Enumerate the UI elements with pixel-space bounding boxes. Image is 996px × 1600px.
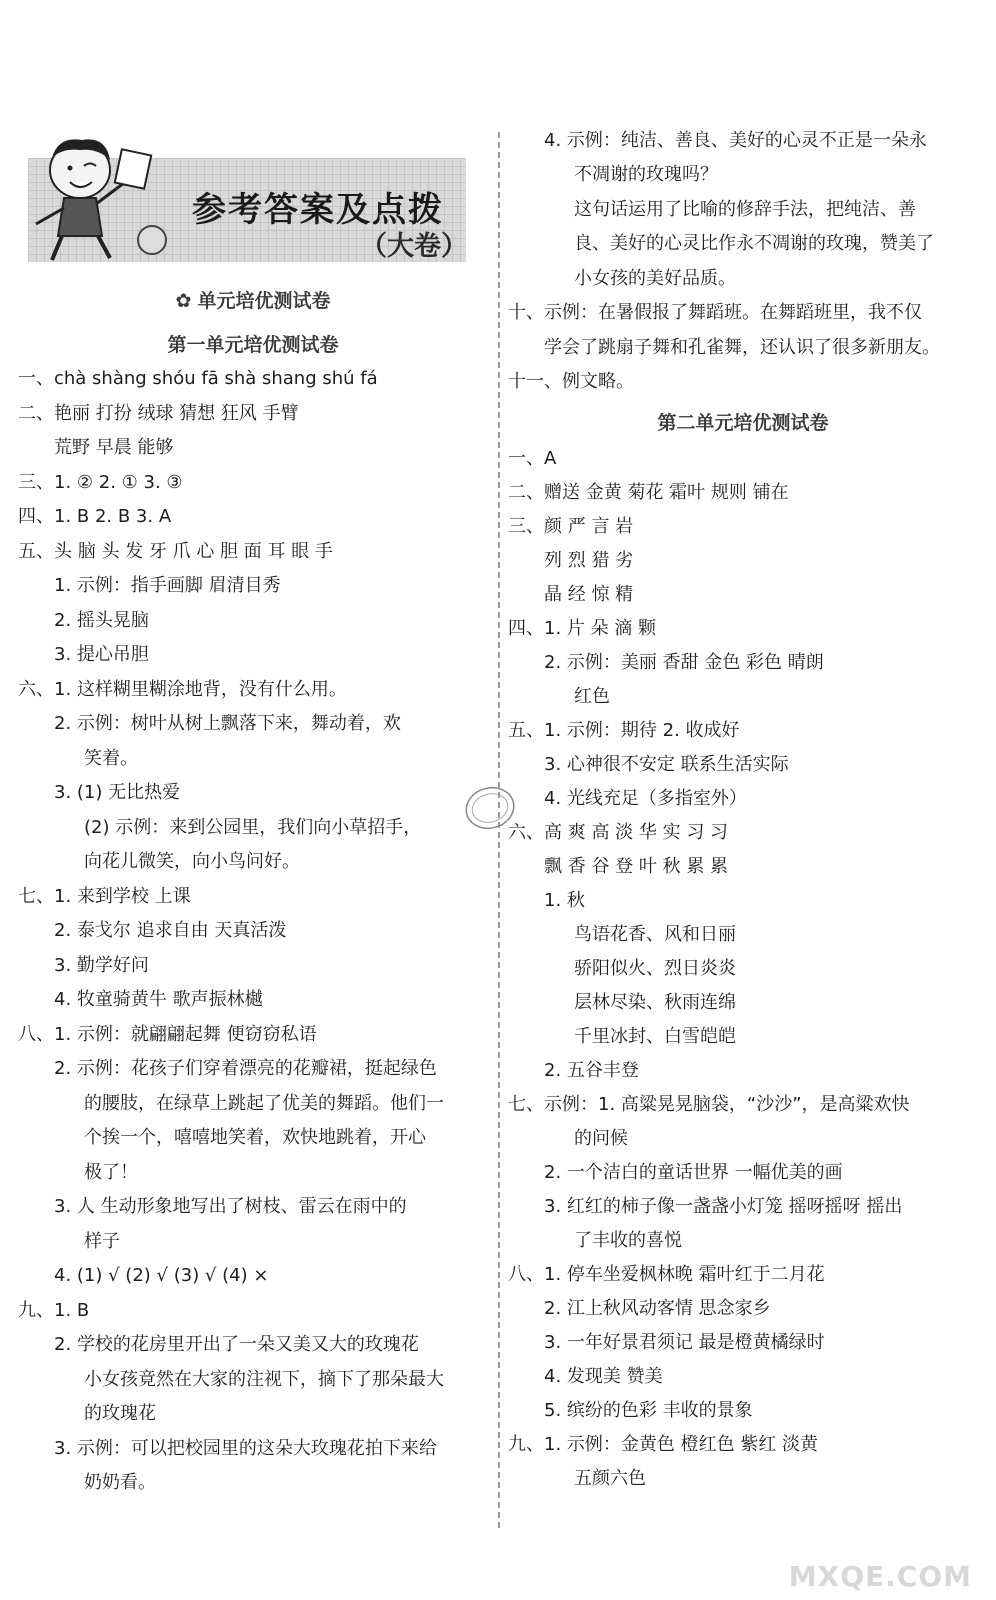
answer-line: 四、1. B 2. B 3. A xyxy=(18,506,172,527)
answer-line: 鸟语花香、风和日丽 xyxy=(574,924,736,945)
answer-line: 九、1. 示例：金黄色 橙红色 紫红 淡黄 xyxy=(508,1434,819,1455)
answer-line: 八、1. 示例：就翩翩起舞 便窃窃私语 xyxy=(18,1024,317,1045)
answer-line: 3. 心神很不安定 联系生活实际 xyxy=(544,754,789,775)
answer-line: 小女孩竟然在大家的注视下，摘下了那朵最大 xyxy=(84,1369,444,1390)
answer-line: 个挨一个，嘻嘻地笑着，欢快地跳着，开心 xyxy=(84,1127,426,1148)
answer-line: 3. 人 生动形象地写出了树枝、雷云在雨中的 xyxy=(54,1196,407,1217)
answer-line: 向花儿微笑，向小鸟问好。 xyxy=(84,851,300,872)
answer-line: 良、美好的心灵比作永不凋谢的玫瑰，赞美了 xyxy=(574,233,934,254)
answer-line: 列 烈 猎 劣 xyxy=(544,550,634,571)
answer-line: 3. 一年好景君须记 最是橙黄橘绿时 xyxy=(544,1332,825,1353)
answer-line: 4. (1) √ (2) √ (3) √ (4) × xyxy=(54,1265,269,1286)
answer-line: 3. 红红的柿子像一盏盏小灯笼 摇呀摇呀 摇出 xyxy=(544,1196,903,1217)
answer-line: 三、1. ② 2. ① 3. ③ xyxy=(18,472,183,493)
mascot-illustration xyxy=(18,128,168,268)
answer-line: 一、A xyxy=(508,448,557,469)
page-title: 参考答案及点拨 xyxy=(192,190,444,230)
answer-line: 九、1. B xyxy=(18,1300,90,1321)
answer-line: 2. 摇头晃脑 xyxy=(54,610,149,631)
answer-line: 红色 xyxy=(574,686,610,707)
answer-line: 2. 示例：树叶从树上飘落下来，舞动着，欢 xyxy=(54,713,401,734)
answer-line: 样子 xyxy=(84,1231,120,1252)
answer-line: 学会了跳扇子舞和孔雀舞，还认识了很多新朋友。 xyxy=(544,337,940,358)
answer-line: 二、艳丽 打扮 绒球 猜想 狂风 手臂 xyxy=(18,403,299,424)
unit2-heading: 第二单元培优测试卷 xyxy=(657,412,829,434)
answer-line: 三、颜 严 言 岩 xyxy=(508,516,634,537)
answer-line: 4. 光线充足（多指室外） xyxy=(544,788,747,809)
answer-line: 1. 秋 xyxy=(544,890,585,911)
answer-line: 了丰收的喜悦 xyxy=(574,1230,682,1251)
answer-line: 5. 缤纷的色彩 丰收的景象 xyxy=(544,1400,753,1421)
answer-line: 4. 牧童骑黄牛 歌声振林樾 xyxy=(54,989,263,1010)
answer-line: 二、赠送 金黄 菊花 霜叶 规则 铺在 xyxy=(508,482,789,503)
answer-line: 3. 提心吊胆 xyxy=(54,644,149,665)
answer-line: 五、头 脑 头 发 牙 爪 心 胆 面 耳 眼 手 xyxy=(18,541,333,562)
answer-line: 2. 江上秋风动客情 思念家乡 xyxy=(544,1298,771,1319)
answer-line: 荒野 早晨 能够 xyxy=(54,437,174,458)
answer-line: 的玫瑰花 xyxy=(84,1403,156,1424)
answer-line: 千里冰封、白雪皑皑 xyxy=(574,1026,736,1047)
answer-line: 十一、例文略。 xyxy=(508,371,634,392)
answer-line: 奶奶看。 xyxy=(84,1472,156,1493)
answer-line: 五、1. 示例：期待 2. 收成好 xyxy=(508,720,740,741)
answer-line: 六、1. 这样糊里糊涂地背，没有什么用。 xyxy=(18,679,347,700)
paw-icon: ✿ xyxy=(175,290,192,312)
answer-line: 晶 经 惊 精 xyxy=(544,584,634,605)
answer-line: 层林尽染、秋雨连绵 xyxy=(574,992,736,1013)
answer-line: 的腰肢，在绿草上跳起了优美的舞蹈。他们一 xyxy=(84,1093,444,1114)
answer-line: 七、1. 来到学校 上课 xyxy=(18,886,191,907)
answer-line: 的问候 xyxy=(574,1128,628,1149)
answer-line: 八、1. 停车坐爱枫林晚 霜叶红于二月花 xyxy=(508,1264,825,1285)
answer-line: 五颜六色 xyxy=(574,1468,646,1489)
page-subtitle: （大卷） xyxy=(360,231,468,262)
section-heading-text: 单元培优测试卷 xyxy=(197,290,331,312)
answer-line: 2. 一个洁白的童话世界 一幅优美的画 xyxy=(544,1162,843,1183)
answer-line: 笑着。 xyxy=(84,748,138,769)
answer-line: 不凋谢的玫瑰吗？ xyxy=(574,164,718,185)
answer-line: 2. 示例：花孩子们穿着漂亮的花瓣裙，挺起绿色 xyxy=(54,1058,437,1079)
answer-line: 这句话运用了比喻的修辞手法，把纯洁、善 xyxy=(574,199,916,220)
answer-line: 2. 示例：美丽 香甜 金色 彩色 晴朗 xyxy=(544,652,824,673)
answer-line: 2. 泰戈尔 追求自由 天真活泼 xyxy=(54,920,287,941)
answer-line: (2) 示例：来到公园里，我们向小草招手， xyxy=(84,817,422,838)
answer-line: 2. 五谷丰登 xyxy=(544,1060,639,1081)
answer-line: 3. 示例：可以把校园里的这朵大玫瑰花拍下来给 xyxy=(54,1438,437,1459)
answer-line: 六、高 爽 高 淡 华 实 习 习 xyxy=(508,822,729,843)
answer-line: 飘 香 谷 登 叶 秋 累 累 xyxy=(544,856,729,877)
answer-line: 七、示例：1. 高粱晃晃脑袋，“沙沙”，是高粱欢快 xyxy=(508,1094,910,1115)
answer-line: 骄阳似火、烈日炎炎 xyxy=(574,958,736,979)
unit1-heading: 第一单元培优测试卷 xyxy=(167,334,339,356)
answer-line: 2. 学校的花房里开出了一朵又美又大的玫瑰花 xyxy=(54,1334,419,1355)
answer-line: 3. 勤学好问 xyxy=(54,955,149,976)
watermark: MXQE.COM xyxy=(788,1560,972,1593)
answer-line: 1. 示例：指手画脚 眉清目秀 xyxy=(54,575,281,596)
answer-line: 3. (1) 无比热爱 xyxy=(54,782,181,803)
answer-line: 四、1. 片 朵 滴 颗 xyxy=(508,618,657,639)
answer-line: 小女孩的美好品质。 xyxy=(574,268,736,289)
answer-line: 一、chà shàng shóu fā shà shang shú fá xyxy=(18,368,378,389)
answer-line: 4. 发现美 赞美 xyxy=(544,1366,663,1387)
answer-line: 4. 示例：纯洁、善良、美好的心灵不正是一朵永 xyxy=(544,130,927,151)
section-heading xyxy=(18,286,488,313)
answer-line: 极了！ xyxy=(84,1162,138,1183)
answer-line: 十、示例：在暑假报了舞蹈班。在舞蹈班里，我不仅 xyxy=(508,302,922,323)
